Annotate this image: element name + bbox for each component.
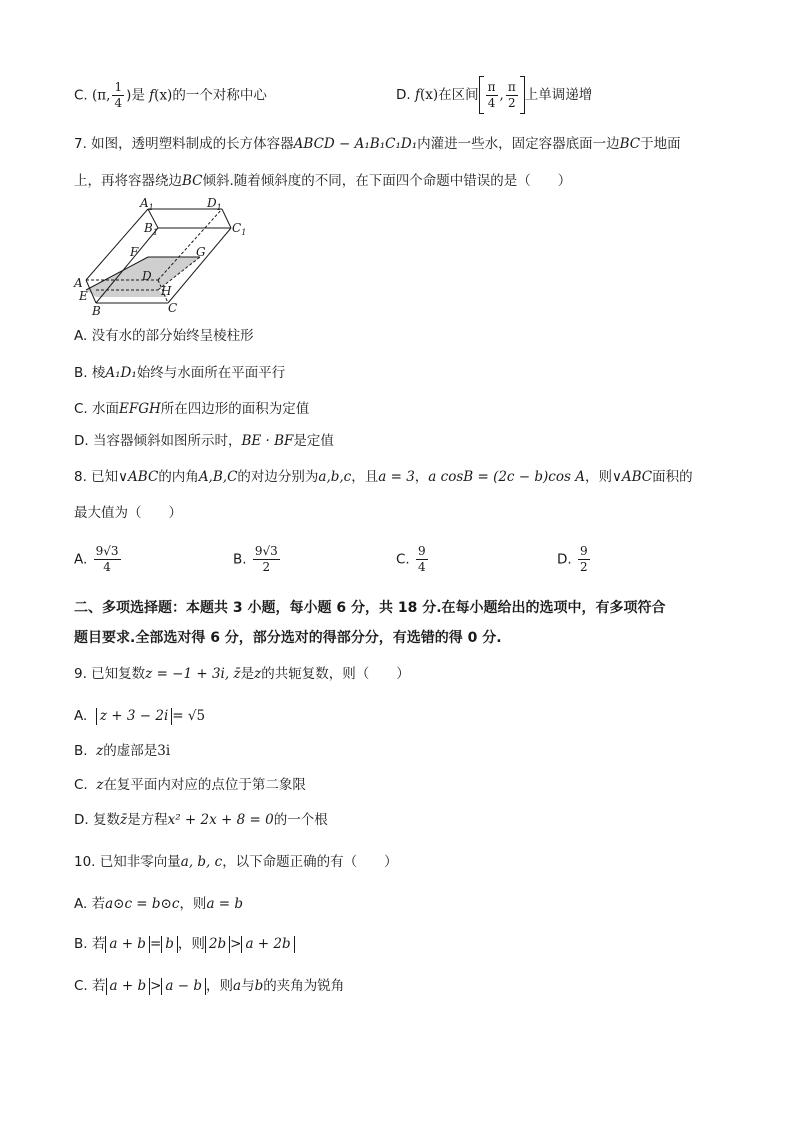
q9-option-b: B. z的虚部是3i <box>74 743 171 759</box>
q6-optc-fraction: $\frac{1}{4}$ <box>114 80 123 110</box>
q8-option-b: B. $\frac{9√3}{2}$ <box>233 544 278 574</box>
q7-stem-line2: 上，再将容器绕边BC倾斜.随着倾斜度的不同，在下面四个命题中错误的是（ ） <box>74 173 572 189</box>
q9-stem: 9. 已知复数z = −1 + 3i, z̄是z的共轭复数，则（ ） <box>74 666 410 682</box>
q9-option-c: C. z在复平面内对应的点位于第二象限 <box>74 777 306 793</box>
q10-option-a: A. 若a⊙c = b⊙c，则a = b <box>74 896 244 912</box>
water-side <box>86 290 168 297</box>
q8-stem-line2: 最大值为（ ） <box>74 505 182 521</box>
q8-option-d: D. $\frac{9}{2}$ <box>557 544 588 574</box>
label-c1: $C_1$ <box>232 221 247 237</box>
q10-option-c: C. 若 a + b > a − b ，则a与b的夹角为锐角 <box>74 978 345 994</box>
label-d: D <box>142 269 152 283</box>
q10-stem: 10. 已知非零向量a, b, c，以下命题正确的有（ ） <box>74 854 398 870</box>
q7-stem-line1: 7. 如图，透明塑料制成的长方体容器ABCD − A₁B₁C₁D₁内灌进一些水，固定容器底面一边BC于地面 <box>74 136 681 152</box>
q8-stem-line1: 8. 已知∨ABC的内角A,B,C的对边分别为a,b,c，且a = 3，a cosB = (2c − b)cos A，则∨ABC面积的 <box>74 469 693 485</box>
label-g: G <box>196 245 206 259</box>
q6-option-c: C. (π, $\frac{1}{4}$ )是 f(x)的一个对称中心 <box>74 80 267 110</box>
label-a1: $A_1$ <box>140 196 154 212</box>
q7-option-a: A. 没有水的部分始终呈棱柱形 <box>74 328 254 344</box>
section2-header-line2: 题目要求.全部选对得 6 分，部分选对的得部分分，有选错的得 0 分. <box>74 630 502 646</box>
q8-option-c: C. $\frac{9}{4}$ <box>396 544 426 574</box>
label-f: F <box>130 245 139 259</box>
label-a: A <box>74 276 83 290</box>
q9-option-a: A. z + 3 − 2i = √5 <box>74 708 206 724</box>
label-e: E <box>79 289 88 303</box>
q8-option-a: A. $\frac{9√3}{4}$ <box>74 544 119 574</box>
label-h: H <box>161 284 172 298</box>
q7-option-c: C. 水面EFGH所在四边形的面积为定值 <box>74 401 310 417</box>
q10-option-b: B. 若 a + b = b ，则 2b > a + 2b <box>74 934 295 954</box>
q7-option-b: B. 棱A₁D₁始终与水面所在平面平行 <box>74 365 286 381</box>
q7-prism-figure <box>70 196 260 320</box>
q7-option-d: D. 当容器倾斜如图所示时，BE · BF是定值 <box>74 433 334 449</box>
q6-option-d: D. f(x)在区间 $\frac{\pi}{4}$ , $\frac{\pi}{2}$ 上单调递增 <box>396 76 592 114</box>
label-d1: $D_1$ <box>207 196 222 212</box>
q9-option-d: D. 复数z̄是方程x² + 2x + 8 = 0的一个根 <box>74 812 328 828</box>
section2-header-line1: 二、多项选择题：本题共 3 小题，每小题 6 分，共 18 分.在每小题给出的选项中，有多项符合 <box>74 600 666 616</box>
q6-optc-point: (π, <box>92 87 111 104</box>
label-b1: $B_1$ <box>144 221 158 237</box>
label-b: B <box>92 304 101 318</box>
q6-interval: $\frac{\pi}{4}$ , $\frac{\pi}{2}$ <box>479 76 525 114</box>
label-c: C <box>168 301 178 315</box>
